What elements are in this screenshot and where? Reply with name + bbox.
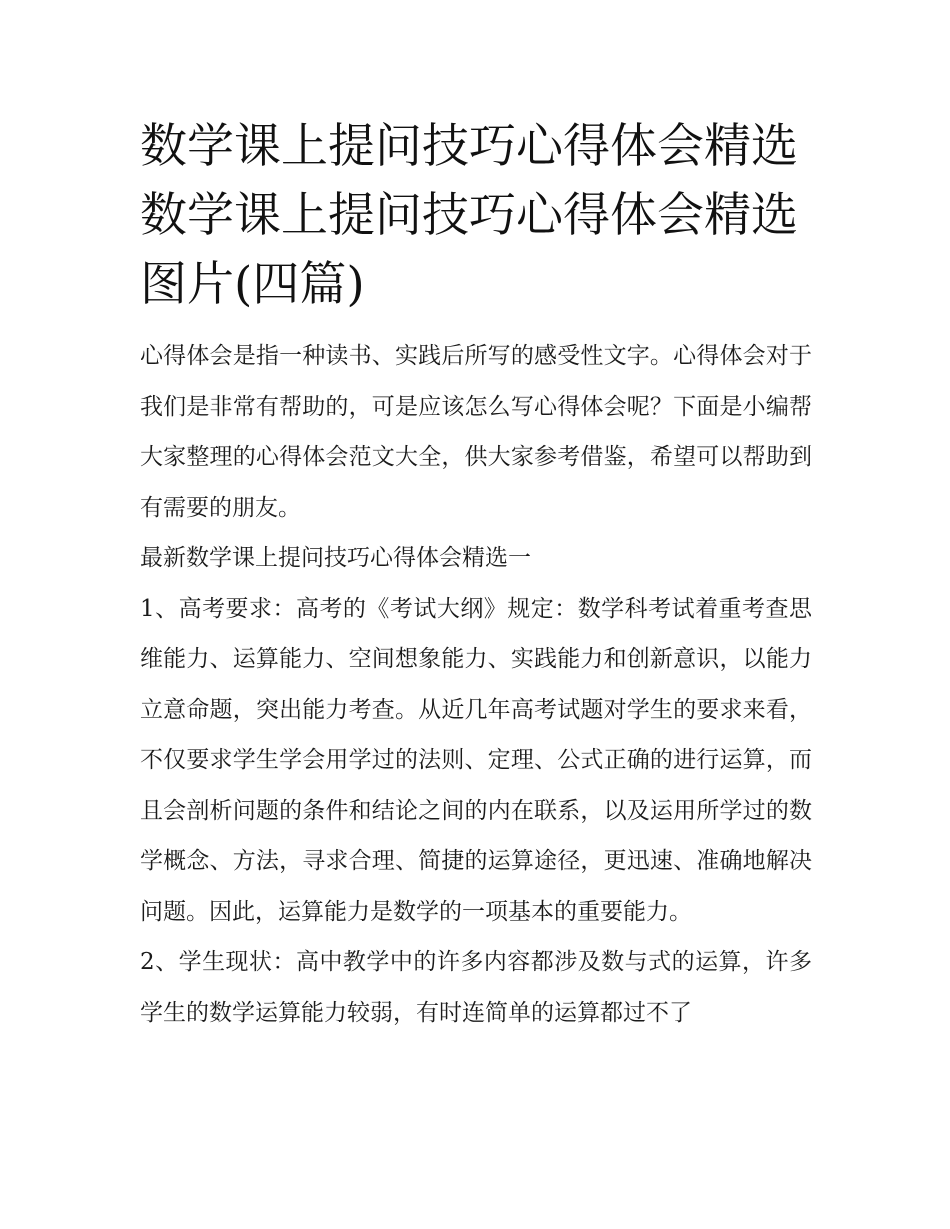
body-paragraph-2: 2、学生现状：高中教学中的许多内容都涉及数与式的运算，许多学生的数学运算能力较弱，有时连简单的运算都过不了 bbox=[140, 949, 812, 1026]
intro-paragraph: 心得体会是指一种读书、实践后所写的感受性文字。心得体会对于我们是非常有帮助的，可是应该怎么写心得体会呢？下面是小编帮大家整理的心得体会范文大全，供大家参考借鉴，希望可以帮助到有需要的朋友。 bbox=[140, 343, 812, 521]
body-paragraph-1: 1、高考要求：高考的《考试大纲》规定：数学科考试着重考查思维能力、运算能力、空间想象能力、实践能力和创新意识，以能力立意命题，突出能力考查。从近几年高考试题对学生的要求来看，不仅要求学生学会用学过的法则、定理、公式正确的进行运算，而且会剖析问题的条件和结论之间的内在联系，以及运用所学过的数学概念、方法，寻求合理、简捷的运算途径，更迅速、准确地解决问题。因此，运算能力是数学的一项基本的重要能力。 bbox=[140, 595, 812, 925]
document-title: 数学课上提问技巧心得体会精选 数学课上提问技巧心得体会精选图片(四篇) bbox=[140, 119, 798, 312]
document-page bbox=[140, 112, 812, 1038]
section-heading: 最新数学课上提问技巧心得体会精选一 bbox=[140, 545, 531, 571]
